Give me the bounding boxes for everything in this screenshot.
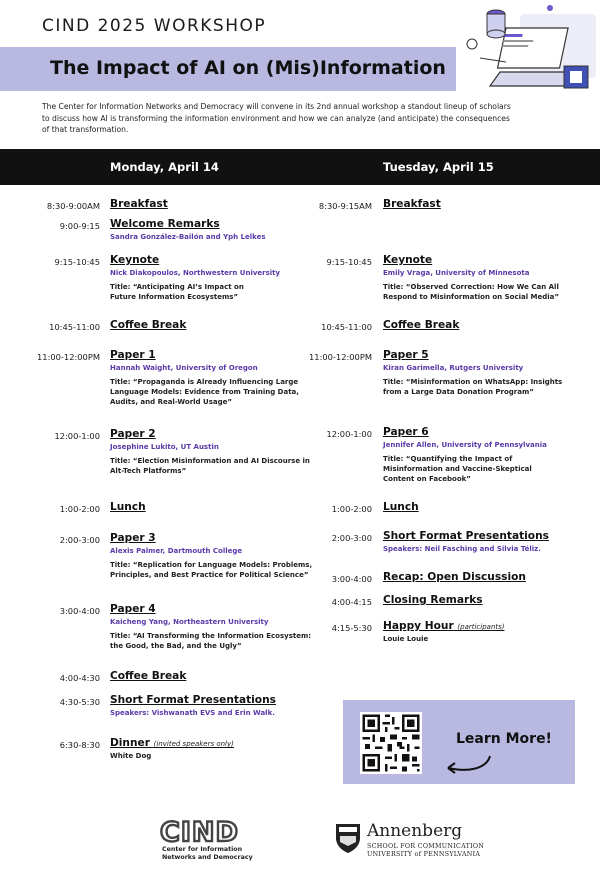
event-recap [383,571,588,583]
event-title: Lunch [383,501,419,513]
event-venue: Louie Louie [383,635,429,643]
event-paper-5 [383,349,588,397]
event-title [110,737,325,749]
event-title: Recap: Open Discussion [383,571,526,583]
event-time: 11:00-12:00PM [309,352,372,362]
tuesday-heading: Tuesday, April 15 [383,160,494,174]
laptop-illustration-icon [460,0,600,100]
event-time: 2:00-3:00 [59,535,100,545]
event-venue: White Dog [110,752,152,760]
event-title: Paper 1 [110,349,156,361]
annenberg-school-line: SCHOOL FOR COMMUNICATION [367,843,485,850]
event-talk-title: Title: “Misinformation on WhatsApp: Insights from a Large Data Donation Program” [383,378,563,396]
learn-more-label[interactable]: Learn More! [456,731,552,747]
event-paper-1 [110,349,325,407]
event-speaker: Kiran Garimella, Rutgers University [383,364,524,372]
event-coffee-break [383,319,588,331]
event-title: Keynote [383,254,433,266]
event-time: 12:00-1:00 [326,429,372,439]
event-title: Short Format Presentations [383,530,549,542]
event-paper-3 [110,532,325,580]
event-title: Closing Remarks [383,594,483,606]
event-paper-2 [110,428,325,476]
event-title: Paper 4 [110,603,156,615]
event-happy-hour [383,620,588,643]
event-title: Short Format Presentations [110,694,276,706]
event-title: Paper 3 [110,532,156,544]
event-breakfast [383,198,588,210]
event-breakfast [110,198,325,210]
annenberg-wordmark: Annenberg [367,821,463,841]
event-short-format [110,694,325,717]
monday-heading: Monday, April 14 [110,160,219,174]
event-coffee-break [110,670,325,682]
event-speaker: Jennifer Allen, University of Pennsylvania [383,441,547,449]
day-header-band [0,149,600,185]
event-note: (invited speakers only) [153,740,234,748]
event-title: Welcome Remarks [110,218,220,230]
event-talk-title: Title: “Replication for Language Models: Problems, Principles, and Best Practice for Political Science” [110,561,313,579]
cind-name-line2: Networks and Democracy [162,854,253,861]
event-speaker: Kaicheng Yang, Northeastern University [110,618,269,626]
penn-shield-icon [335,822,361,854]
event-time: 10:45-11:00 [321,322,372,332]
event-talk-title: Title: “Observed Correction: How We Can All Respond to Misinformation on Social Media” [383,283,559,301]
event-talk-title: Title: “Anticipating AI’s Impact on Future Information Ecosystems” [110,283,244,301]
event-speaker: Speakers: Vishwanath EVS and Erin Walk. [110,709,275,717]
event-title: Paper 2 [110,428,156,440]
qr-code-icon[interactable] [360,712,422,774]
event-title: Coffee Break [383,319,460,331]
event-title [383,620,588,632]
event-time: 8:30-9:00AM [46,201,100,211]
event-talk-title: Title: “Election Misinformation and AI Discourse in Alt-Tech Platforms” [110,457,310,475]
event-time: 6:30-8:30 [59,740,100,750]
event-speaker: Emily Vraga, University of Minnesota [383,269,530,277]
event-time: 4:15-5:30 [331,623,372,633]
event-time: 4:00-4:30 [59,673,100,683]
curved-arrow-icon [438,752,498,776]
event-speaker: Hannah Waight, University of Oregon [110,364,258,372]
workshop-eyebrow: CIND 2025 WORKSHOP [42,16,267,36]
intro-paragraph: The Center for Information Networks and Democracy will convene in its 2nd annual workshop a standout lineup of scholars to discuss how AI is transforming the information environment and how we can analyze (and anticipate) the consequences of that transformation. [42,102,511,134]
event-time: 4:30-5:30 [59,697,100,707]
page-title: The Impact of AI on (Mis)Information [50,57,446,79]
event-title: Breakfast [110,198,168,210]
event-keynote [110,254,325,302]
event-speaker: Josephine Lukito, UT Austin [110,443,219,451]
event-speaker: Nick Diakopoulos, Northwestern University [110,269,281,277]
event-time: 1:00-2:00 [331,504,372,514]
event-time: 10:45-11:00 [49,322,100,332]
cind-logo-icon [160,816,250,846]
event-coffee-break [110,319,325,331]
event-welcome-remarks [110,218,325,241]
event-lunch [110,501,325,513]
event-talk-title: Title: “Propaganda is Already Influencing Large Language Models: Evidence from Training Data, Audits, and Real-World Usage” [110,378,299,406]
event-talk-title: Title: “Quantifying the Impact of Misinformation and Vaccine-Skeptical Content on Facebook” [383,455,532,483]
event-time: 2:00-3:00 [331,533,372,543]
event-closing-remarks [383,594,588,606]
event-title: Coffee Break [110,670,187,682]
event-note: (participants) [457,623,505,631]
event-time: 11:00-12:00PM [37,352,100,362]
event-title-text: Happy Hour [383,620,454,632]
event-title: Paper 6 [383,426,429,438]
cind-name-line1: Center for Information [162,846,243,853]
event-title-text: Dinner [110,737,150,749]
event-title: Breakfast [383,198,441,210]
event-title: Coffee Break [110,319,187,331]
event-time: 3:00-4:00 [59,606,100,616]
event-time: 12:00-1:00 [54,431,100,441]
event-time: 9:00-9:15 [59,221,100,231]
event-title: Keynote [110,254,160,266]
event-dinner [110,737,325,760]
cind-name [162,846,253,862]
event-lunch [383,501,588,513]
event-short-format [383,530,588,553]
event-time: 4:00-4:15 [331,597,372,607]
event-speaker: Alexis Palmer, Dartmouth College [110,547,243,555]
event-paper-4 [110,603,325,651]
annenberg-university-line: UNIVERSITY of PENNSYLVANIA [367,851,481,858]
cind-logo-text: CIND [160,817,239,846]
event-speaker: Sandra González-Bailón and Yph Lelkes [110,233,266,241]
event-time: 9:15-10:45 [54,257,100,267]
event-paper-6 [383,426,588,484]
event-keynote [383,254,588,302]
event-time: 1:00-2:00 [59,504,100,514]
event-time: 3:00-4:00 [331,574,372,584]
event-title: Lunch [110,501,146,513]
event-title: Paper 5 [383,349,429,361]
event-time: 8:30-9:15AM [318,201,372,211]
event-talk-title: Title: “AI Transforming the Information Ecosystem: the Good, the Bad, and the Ugly” [110,632,312,650]
event-speaker: Speakers: Neil Fasching and Silvia Téliz. [383,545,541,553]
event-time: 9:15-10:45 [326,257,372,267]
